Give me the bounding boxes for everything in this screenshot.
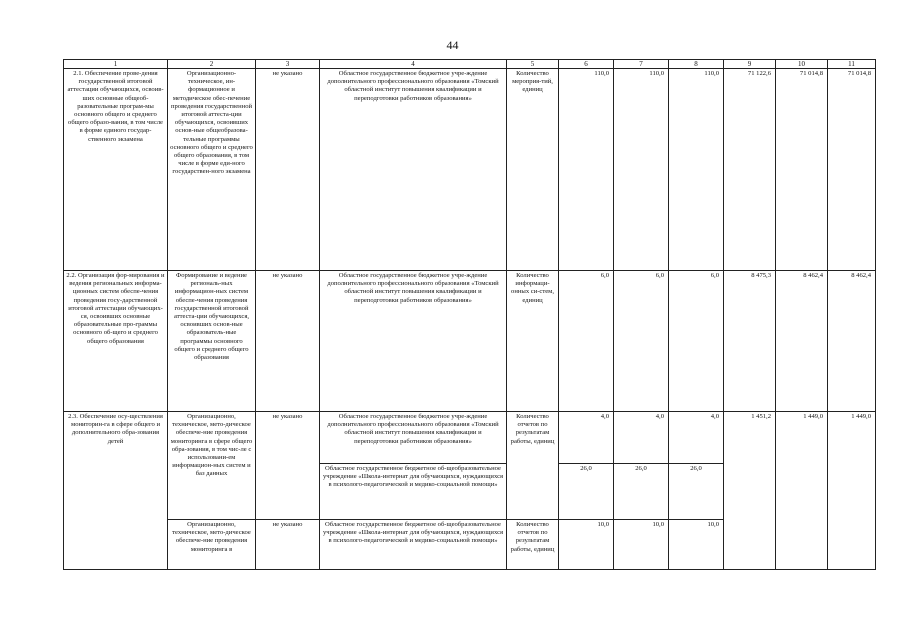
page-number: 44 [446, 38, 459, 52]
value-year-2: 6,0 [614, 271, 669, 412]
executor: Областное государственное бюджетное учре-ждение дополнительного профессионального образования «Томский областной институт повышения квалификации и переподготовки работников образования» [320, 271, 507, 412]
table-row [64, 412, 876, 464]
column-header: 6 [559, 60, 614, 69]
column-header: 3 [256, 60, 320, 69]
column-header: 4 [320, 60, 507, 69]
funding-year-2: 71 014,8 [776, 69, 828, 271]
executor: Областное государственное бюджетное об-щеобразовательное учреждение «Школа-интернат для обучающихся, нуждающихся в психолого-педагогической и медико-социальной помощи» [320, 464, 507, 520]
funding-year-1: 1 451,2 [724, 412, 776, 570]
funding-year-3: 1 449,0 [828, 412, 876, 570]
indicator-name: Количество отчетов по результатам работы, единиц [507, 412, 559, 520]
deadline: не указано [256, 69, 320, 271]
executor: Областное государственное бюджетное учре-ждение дополнительного профессионального образования «Томский областной институт повышения квалификации и переподготовки работников образования» [320, 412, 507, 464]
value-year-1: 6,0 [559, 271, 614, 412]
value-year-2: 26,0 [614, 464, 669, 520]
column-header: 10 [776, 60, 828, 69]
executor: Областное государственное бюджетное об-щеобразовательное учреждение «Школа-интернат для обучающихся, нуждающихся в психолого-педагогической и медико-социальной помощи» [320, 520, 507, 570]
deadline: не указано [256, 412, 320, 520]
value-year-1: 26,0 [559, 464, 614, 520]
activity-description: Организационно, техническое, мето-дическое обеспече-ние проведения мониторинга в сфере общего обра-зования, в том чис-ле с использовани-ем информацион-ных систем и баз данных [168, 412, 256, 520]
funding-year-3: 71 014,8 [828, 69, 876, 271]
funding-year-1: 71 122,6 [724, 69, 776, 271]
value-year-1: 110,0 [559, 69, 614, 271]
activity-name: 2.2. Организация фор-мирования и ведения региональных информа-ционных систем обеспе-чения проведения госу-дарственной итоговой аттестации обучающих-ся, освоивших основные образовательные про-граммы основного об-щего и среднего общего образования [64, 271, 168, 412]
activity-description: Организационно, техническое, мето-дическое обеспече-ние проведения мониторинга в [168, 520, 256, 570]
value-year-2: 10,0 [614, 520, 669, 570]
value-year-3: 4,0 [669, 412, 724, 464]
funding-year-2: 1 449,0 [776, 412, 828, 570]
value-year-2: 4,0 [614, 412, 669, 464]
executor: Областное государственное бюджетное учре-ждение дополнительного профессионального образования «Томский областной институт повышения квалификации и переподготовки работников образования» [320, 69, 507, 271]
column-header: 1 [64, 60, 168, 69]
value-year-3: 6,0 [669, 271, 724, 412]
value-year-3: 10,0 [669, 520, 724, 570]
indicator-name: Количество мероприя-тий, единиц [507, 69, 559, 271]
deadline: не указано [256, 271, 320, 412]
column-header: 11 [828, 60, 876, 69]
funding-year-1: 8 475,3 [724, 271, 776, 412]
table-row [64, 69, 876, 271]
value-year-3: 110,0 [669, 69, 724, 271]
table-row [64, 271, 876, 412]
column-header: 9 [724, 60, 776, 69]
program-table [63, 59, 876, 570]
indicator-name: Количество отчетов по результатам работы, единиц [507, 520, 559, 570]
activity-name: 2.1. Обеспечение прове-дения государственной итоговой аттестации обучающихся, освоив-ших основные общеоб-разовательные програм-мы основного общего и среднего общего образо-вания, в том числе в форме единого государ-ственного экзамена [64, 69, 168, 271]
deadline: не указано [256, 520, 320, 570]
activity-description: Организационно-техническое, ин-формационное и методическое обес-печение проведения государственной итоговой аттеста-ции обучающихся, освоивших основ-ные общеобразова-тельные программы основного общего и среднего общего образования, в том числе в форме еди-ного государствен-ного экзамена [168, 69, 256, 271]
value-year-1: 4,0 [559, 412, 614, 464]
column-header: 7 [614, 60, 669, 69]
value-year-1: 10,0 [559, 520, 614, 570]
activity-name: 2.3. Обеспечение осу-ществления мониторин-га в сфере общего и дополнительного обра-зования детей [64, 412, 168, 570]
value-year-3: 26,0 [669, 464, 724, 520]
activity-description: Формирование и ведение региональ-ных информацион-ных систем обеспе-чения проведения государственной итоговой аттеста-ции обучающихся, освоивших основ-ные образователь-ные программы основного общего и среднего общего образования [168, 271, 256, 412]
column-header: 2 [168, 60, 256, 69]
column-header: 5 [507, 60, 559, 69]
funding-year-2: 8 462,4 [776, 271, 828, 412]
indicator-name: Количество информаци-онных си-стем, единиц [507, 271, 559, 412]
value-year-2: 110,0 [614, 69, 669, 271]
funding-year-3: 8 462,4 [828, 271, 876, 412]
column-header: 8 [669, 60, 724, 69]
header-row [64, 60, 876, 69]
